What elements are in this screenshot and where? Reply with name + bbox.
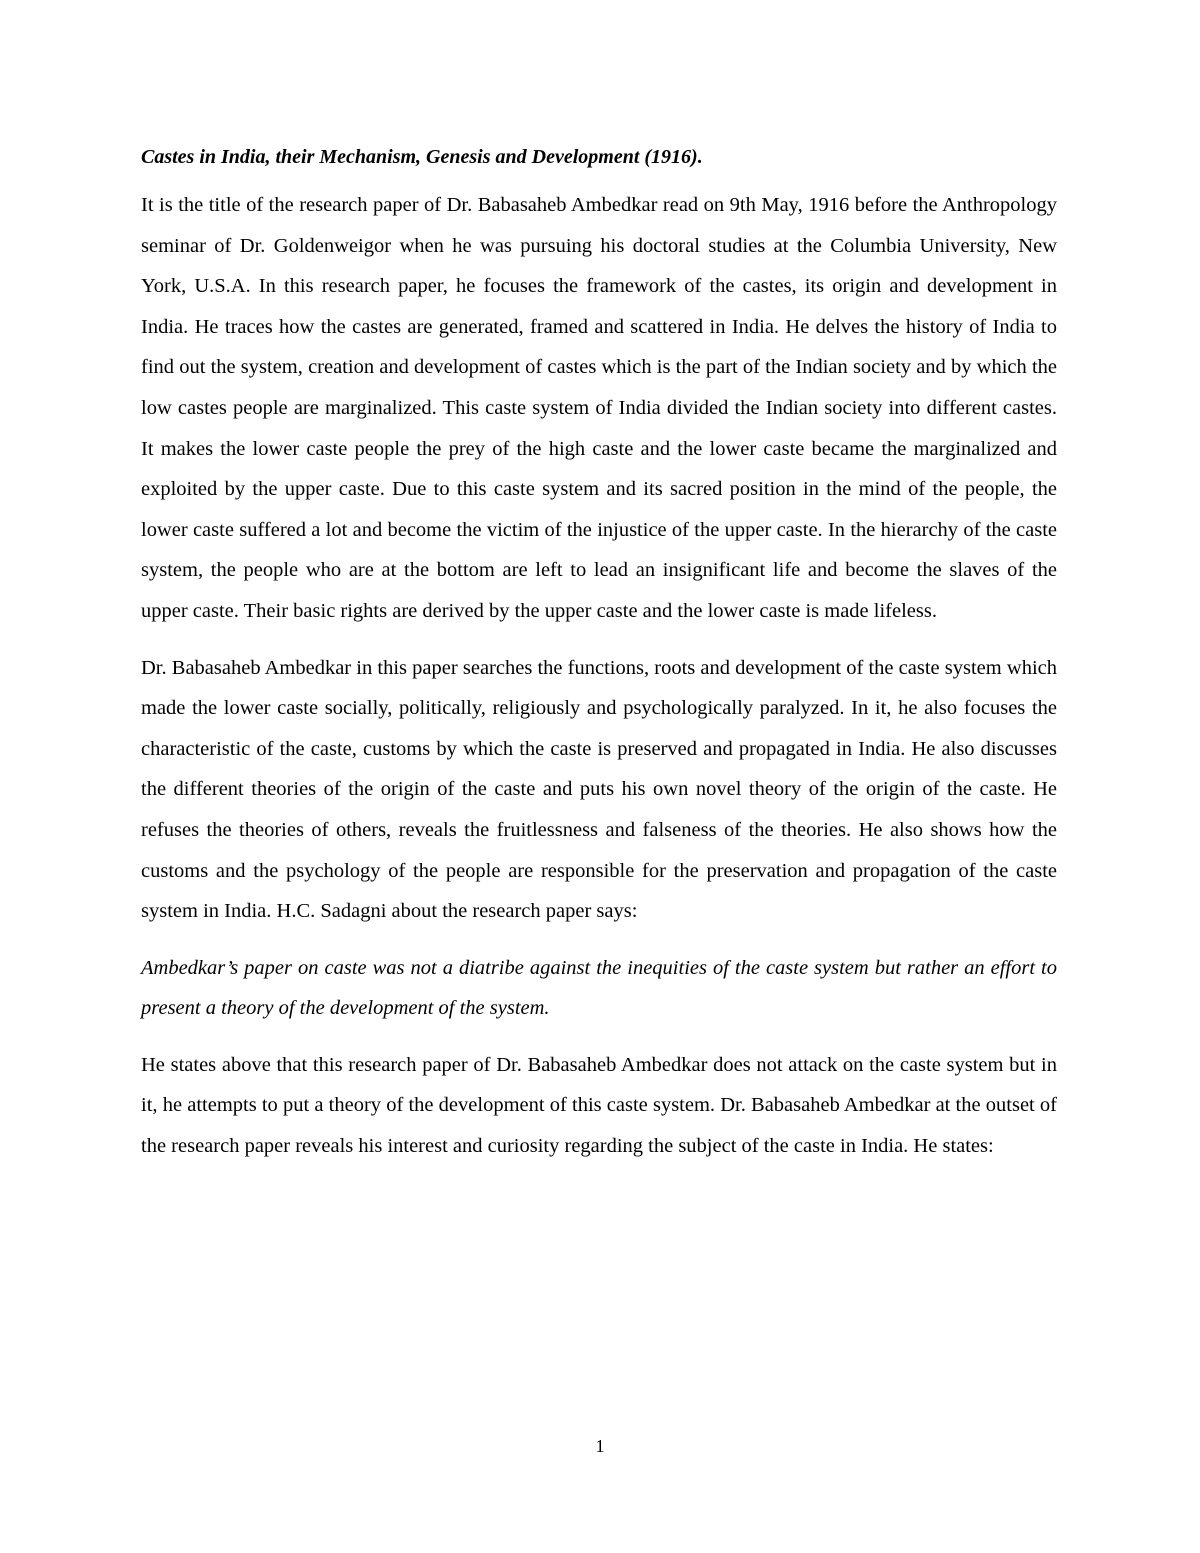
paragraph-analysis: Dr. Babasaheb Ambedkar in this paper searches the functions, roots and development of the caste system which made the lower caste socially, politically, religiously and psychologically paralyzed. In it, he also focuses the characteristic of the caste, customs by which the caste is preserved and propagated in India. He also discusses the different theories of the origin of the caste and puts his own novel theory of the origin of the caste. He refuses the theories of others, reveals the fruitlessness and falseness of the theories. He also shows how the customs and the psychology of the people are responsible for the preservation and propagation of the caste system in India. H.C. Sadagni about the research paper says:	[141, 656, 1057, 923]
page-number: 1	[595, 1436, 605, 1456]
paragraph-closing: He states above that this research paper of Dr. Babasaheb Ambedkar does not attack on the caste system but in it, he attempts to put a theory of the development of this caste system. Dr. Babasaheb Ambedkar at the outset of the research paper reveals his interest and curiosity regarding the subject of the caste in India. He states:	[141, 1053, 1057, 1158]
block-quote: Ambedkar’s paper on caste was not a diatribe against the inequities of the caste system but rather an effort to present a theory of the development of the system.	[141, 956, 1057, 1020]
page-content	[141, 141, 1057, 1183]
paragraph-intro: It is the title of the research paper of Dr. Babasaheb Ambedkar read on 9th May, 1916 before the Anthropology seminar of Dr. Goldenweigor when he was pursuing his doctoral studies at the Columbia University, New York, U.S.A. In this research paper, he focuses the framework of the castes, its origin and development in India. He traces how the castes are generated, framed and scattered in India. He delves the history of India to find out the system, creation and development of castes which is the part of the Indian society and by which the low castes people are marginalized. This caste system of India divided the Indian society into different castes. It makes the lower caste people the prey of the high caste and the lower caste became the marginalized and exploited by the upper caste. Due to this caste system and its sacred position in the mind of the people, the lower caste suffered a lot and become the victim of the injustice of the upper caste. In the hierarchy of the caste system, the people who are at the bottom are left to lead an insignificant life and become the slaves of the upper caste. Their basic rights are derived by the upper caste and the lower caste is made lifeless.	[141, 194, 1057, 622]
document-heading: Castes in India, their Mechanism, Genesis and Development (1916).	[141, 146, 703, 168]
